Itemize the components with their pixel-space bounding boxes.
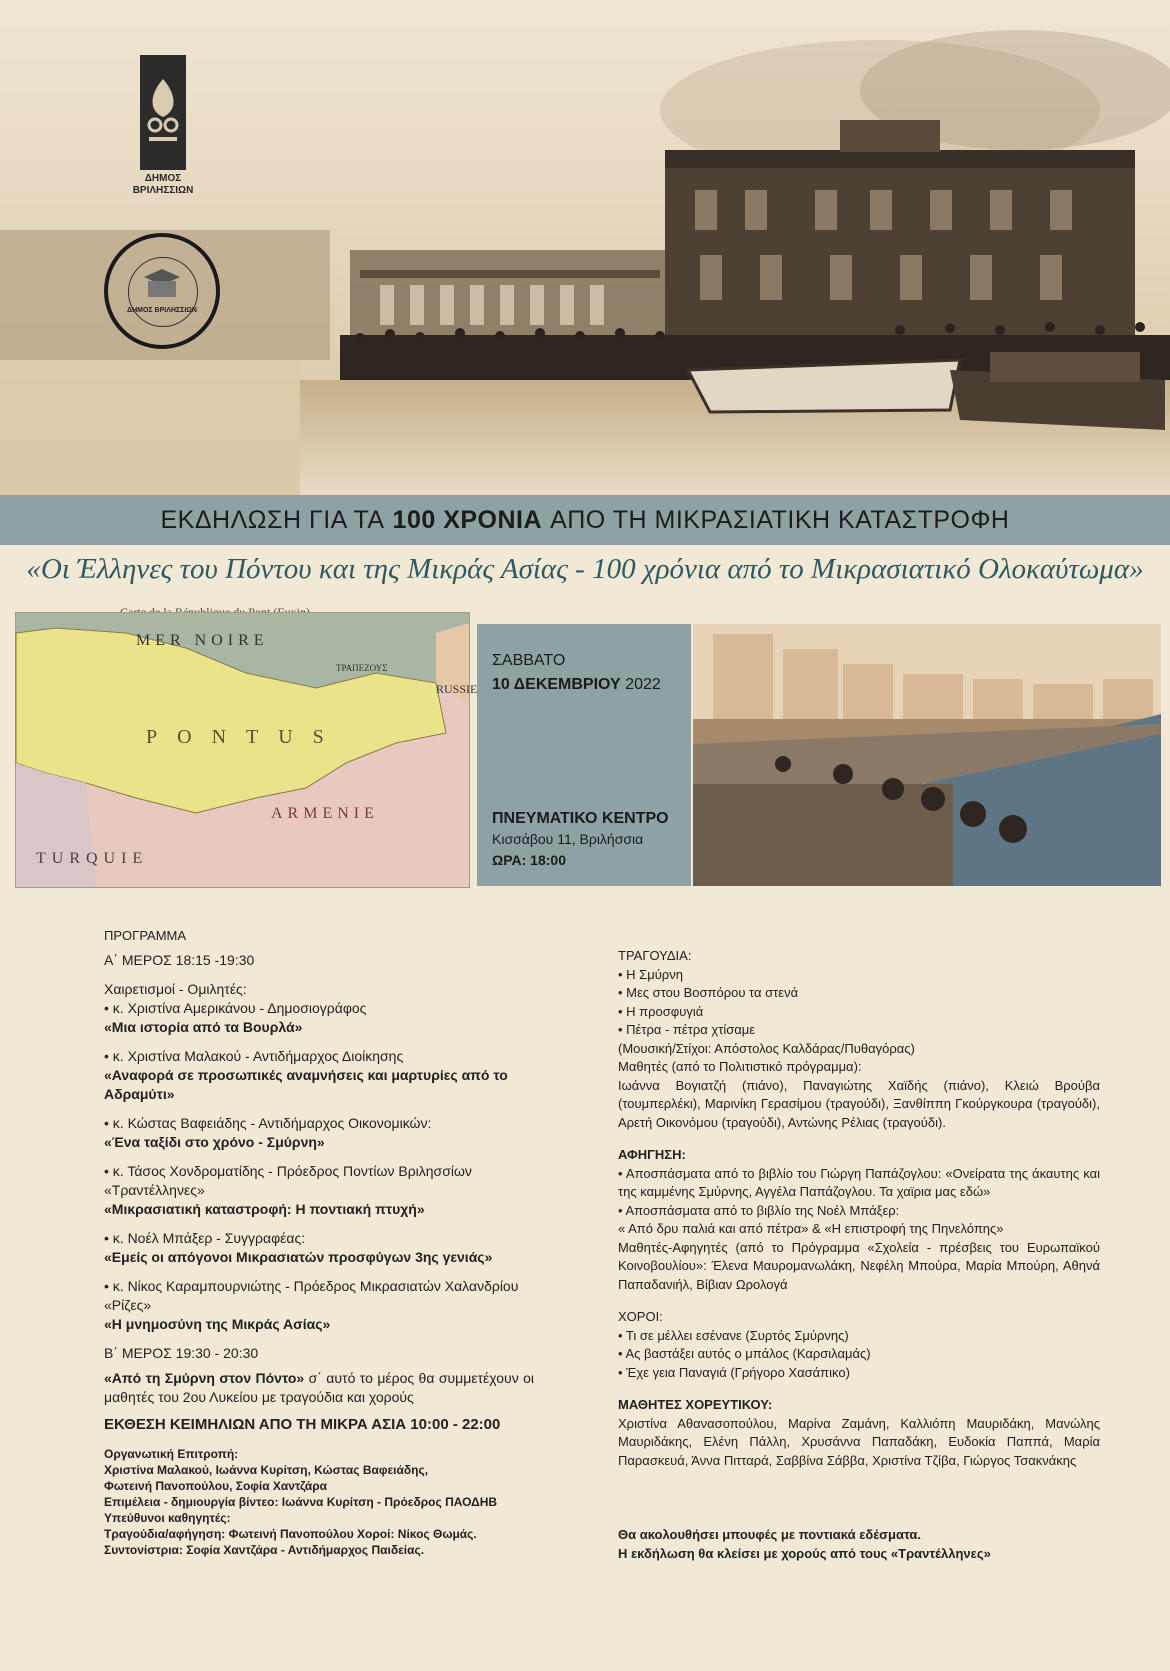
video-credit: Επιμέλεια - δημιουργία βίντεο: Ιωάννα Κυρίτση - Πρόεδρος ΠΑΟΔΗΒ: [104, 1495, 498, 1509]
speaker-name: • κ. Τάσος Χονδροματίδης - Πρόεδρος Ποντίων Βριλησσίων «Τραντέλληνες»: [104, 1163, 472, 1198]
speaker-name: • κ. Νοέλ Μπάξερ - Συγγραφέας:: [104, 1230, 306, 1246]
speaker-title: «Ένα ταξίδι στο χρόνο - Σμύρνη»: [104, 1134, 325, 1150]
teachers-title: Υπεύθυνοι καθηγητές:: [104, 1511, 231, 1525]
pontus-map-drawing: [16, 613, 478, 887]
part-b-bold: «Από τη Σμύρνη στον Πόντο»: [104, 1370, 305, 1386]
dances-title: ΧΟΡΟΙ:: [618, 1309, 663, 1324]
greetings-label: Χαιρετισμοί - Ομιλητές:: [104, 981, 247, 997]
speaker-name: • κ. Χριστίνα Αμερικάνου - Δημοσιογράφος: [104, 1000, 367, 1016]
dance-item: • Ας βαστάξει αυτός ο μπάλος (Καρσιλαμάς): [618, 1346, 871, 1361]
event-time: ΩΡΑ: 18:00: [492, 852, 566, 868]
song-item: • Η Σμύρνη: [618, 966, 683, 982]
logo-pillar-icon: [140, 55, 186, 170]
map-region-label: PONTUS: [146, 726, 344, 748]
committee-line-1: Χριστίνα Μαλακού, Ιωάννα Κυρίτση, Κώστας Βαφειάδης,: [104, 1463, 429, 1477]
song-item: • Μες στου Βοσπόρου τα στενά: [618, 985, 799, 1000]
dancers-text: Χριστίνα Αθανασοπούλου, Μαρίνα Ζαμάνη, Καλλιόπη Μαυριδάκη, Μανώλης Μαυριδάκης, Ελένη Πάλλη, Χρυσάννα Παπαδάκη, Ευδοκία Παππά, Μαρία Παρασκευά, Άννα Πιτταρά, Σαββίνα Σάββα, Χριστίνα Τζίβα, Γιώργος Τσακνάκης: [618, 1415, 1100, 1468]
closing-line-2: Η εκδήλωση θα κλείσει με χορούς από τους «Τραντέλληνες»: [618, 1545, 991, 1561]
map-city-label: ΤΡΑΠΕΖΟΥΣ: [336, 663, 388, 673]
speaker-title: «Μικρασιατική καταστροφή: Η ποντιακή πτυχή»: [104, 1201, 425, 1217]
banner-bold: 100 ΧΡΟΝΙΑ: [392, 505, 543, 534]
details-column: [618, 947, 1100, 1563]
narration-line-2: • Αποσπάσματα από το βιβλίο της Νοέλ Μπάξερ:: [618, 1202, 900, 1218]
banner-post: ΑΠΟ ΤΗ ΜΙΚΡΑΣΙΑΤΙΚΗ ΚΑΤΑΣΤΡΟΦΗ: [550, 505, 1010, 534]
song-item: • Πέτρα - πέτρα χτίσαμε: [618, 1022, 756, 1037]
speaker-item: [104, 1162, 534, 1219]
program-column: [104, 926, 534, 1558]
map-armenia-label: ARMENIE: [271, 805, 379, 822]
teachers-line: Τραγούδια/αφήγηση: Φωτεινή Πανοπούλου Χοροί: Νίκος Θωμάς.: [104, 1527, 477, 1541]
event-address: Κισσάβου 11, Βριλήσσια: [492, 831, 644, 847]
speaker-name: • κ. Χριστίνα Μαλακού - Αντιδήμαρχος Διοίκησης: [104, 1048, 404, 1064]
event-banner: [0, 495, 1170, 545]
part-b-body: σ΄ αυτό το μέρος θα συμμετέχουν οι μαθητές του 2ου Λυκείου με τραγούδια και χορούς: [104, 1370, 535, 1405]
event-info-box: [477, 624, 691, 886]
committee-block: [104, 1446, 534, 1558]
speaker-item: [104, 1277, 534, 1334]
part-a-heading: Α΄ ΜΕΡΟΣ 18:15 -19:30: [104, 952, 255, 968]
speaker-item: [104, 1114, 534, 1152]
exhibition-line: ΕΚΘΕΣΗ ΚΕΙΜΗΛΙΩΝ ΑΠΟ ΤΗ ΜΙΚΡΑ ΑΣΙΑ 10:00 - 22:00: [104, 1416, 501, 1433]
modern-smyrna-photo: [693, 624, 1161, 886]
speaker-title: «Εμείς οι απόγονοι Μικρασιατών προσφύγων 3ης γενιάς»: [104, 1249, 493, 1265]
association-seal: [104, 233, 220, 349]
part-b-text: [104, 1369, 534, 1407]
event-date-bold: 10 ΔΕΚΕΜΒΡΙΟΥ: [492, 676, 621, 693]
banner-pre: ΕΚΔΗΛΩΣΗ ΓΙΑ ΤΑ: [160, 505, 385, 534]
narration-line-3: « Από δρυ παλιά και από πέτρα» & «Η επιστροφή της Πηνελόπης»: [618, 1221, 1004, 1236]
narration-line-1: • Αποσπάσματα από το βιβλίο του Γιώργη Παπάζογλου: «Ονείρατα της άκαυτης και της καμμένης Σμύρνης, Αγγέλα Παπάζογλου. Τα χαϊρια μας εδώ»: [618, 1165, 1100, 1199]
dance-item: • Τι σε μέλλει εσένανε (Συρτός Σμύρνης): [618, 1327, 849, 1343]
event-subtitle: «Οι Έλληνες του Πόντου και της Μικράς Ασίας - 100 χρόνια από το Μικρασιατικό Ολοκαύτωμα»: [26, 553, 1144, 585]
event-day: ΣΑΒΒΑΤΟ: [492, 652, 566, 669]
pontus-map: [15, 612, 478, 888]
narration-title: ΑΦΗΓΗΣΗ:: [618, 1147, 686, 1162]
modern-quay-illustration: [693, 624, 1161, 886]
program-heading: ΠΡΟΓΡΑΜΜΑ: [104, 928, 187, 943]
students-text: Ιωάννα Βογιατζή (πιάνο), Παναγιώτης Χαϊδής (πιάνο), Κλειώ Βρούβα (τουμπερλέκι), Μαρινίκη Γερασίμου (τραγούδι), Ξανθίππη Γκούργκουρα (τραγούδι), Αρετή Οικονόμου (τραγούδι), Αντώνης Ρέλιας (τραγούδι).: [618, 1077, 1100, 1130]
speaker-item: [104, 999, 534, 1037]
songs-credit: (Μουσική/Στίχοι: Απόστολος Καλδάρας/Πυθαγόρας): [618, 1040, 915, 1056]
committee-line-2: Φωτεινή Πανοπούλου, Σοφία Χαντζάρα: [104, 1479, 328, 1493]
event-year: 2022: [625, 676, 661, 693]
speaker-title: «Αναφορά σε προσωπικές αναμνήσεις και μαρτυρίες από το Αδραμύτι»: [104, 1067, 508, 1102]
speaker-title: «Μια ιστορία από τα Βουρλά»: [104, 1019, 303, 1035]
students-intro: Μαθητές (από το Πολιτιστικό πρόγραμμα):: [618, 1059, 862, 1074]
event-date: [492, 676, 661, 694]
songs-title: ΤΡΑΓΟΥΔΙΑ:: [618, 948, 692, 963]
part-b-heading: Β΄ ΜΕΡΟΣ 19:30 - 20:30: [104, 1345, 259, 1361]
seal-text: ΔΗΜΟΣ ΒΡΙΛΗΣΣΙΩΝ: [127, 307, 197, 314]
speaker-name: • κ. Νίκος Καραμπουρνιώτης - Πρόεδρος Μικρασιατών Χαλανδρίου «Ρίζες»: [104, 1278, 519, 1313]
committee-title: Οργανωτική Επιτροπή:: [104, 1447, 239, 1461]
event-venue: ΠΝΕΥΜΑΤΙΚΟ ΚΕΝΤΡΟ: [492, 810, 669, 827]
map-russia-label: RUSSIE: [436, 682, 478, 696]
speaker-name: • κ. Κώστας Βαφειάδης - Αντιδήμαρχος Οικονομικών:: [104, 1115, 432, 1131]
song-item: • Η προσφυγιά: [618, 1003, 704, 1019]
map-turkey-label: TURQUIE: [36, 850, 149, 867]
map-sea-label: MER NOIRE: [136, 632, 269, 649]
speaker-item: [104, 1229, 534, 1267]
coordinator-line: Συντονίστρια: Σοφία Χαντζάρα - Αντιδήμαρχος Παιδείας.: [104, 1543, 425, 1557]
dancers-title: ΜΑΘΗΤΕΣ ΧΟΡΕΥΤΙΚΟΥ:: [618, 1397, 773, 1412]
speaker-title: «Η μνημοσύνη της Μικράς Ασίας»: [104, 1316, 331, 1332]
closing-line-1: Θα ακολουθήσει μπουφές με ποντιακά εδέσματα.: [618, 1527, 922, 1542]
narration-line-4: Μαθητές-Αφηγητές (από το Πρόγραμμα «Σχολεία - πρέσβεις του Ευρωπαϊκού Κοινοβουλίου»: Έλενα Μαυρομανωλάκη, Νεφέλη Μπούρα, Μαρία Μπούρη, Αθηνά Παπαδανιήλ, Βίβιαν Ωρολογά: [618, 1239, 1100, 1292]
municipality-logo: [118, 55, 208, 197]
seal-emblem-icon: [142, 267, 182, 299]
dance-item: • Έχε γεια Παναγιά (Γρήγορο Χασάπικο): [618, 1364, 850, 1380]
logo-text: ΔΗΜΟΣ ΒΡΙΛΗΣΣΙΩΝ: [132, 173, 194, 196]
speaker-item: [104, 1047, 534, 1104]
